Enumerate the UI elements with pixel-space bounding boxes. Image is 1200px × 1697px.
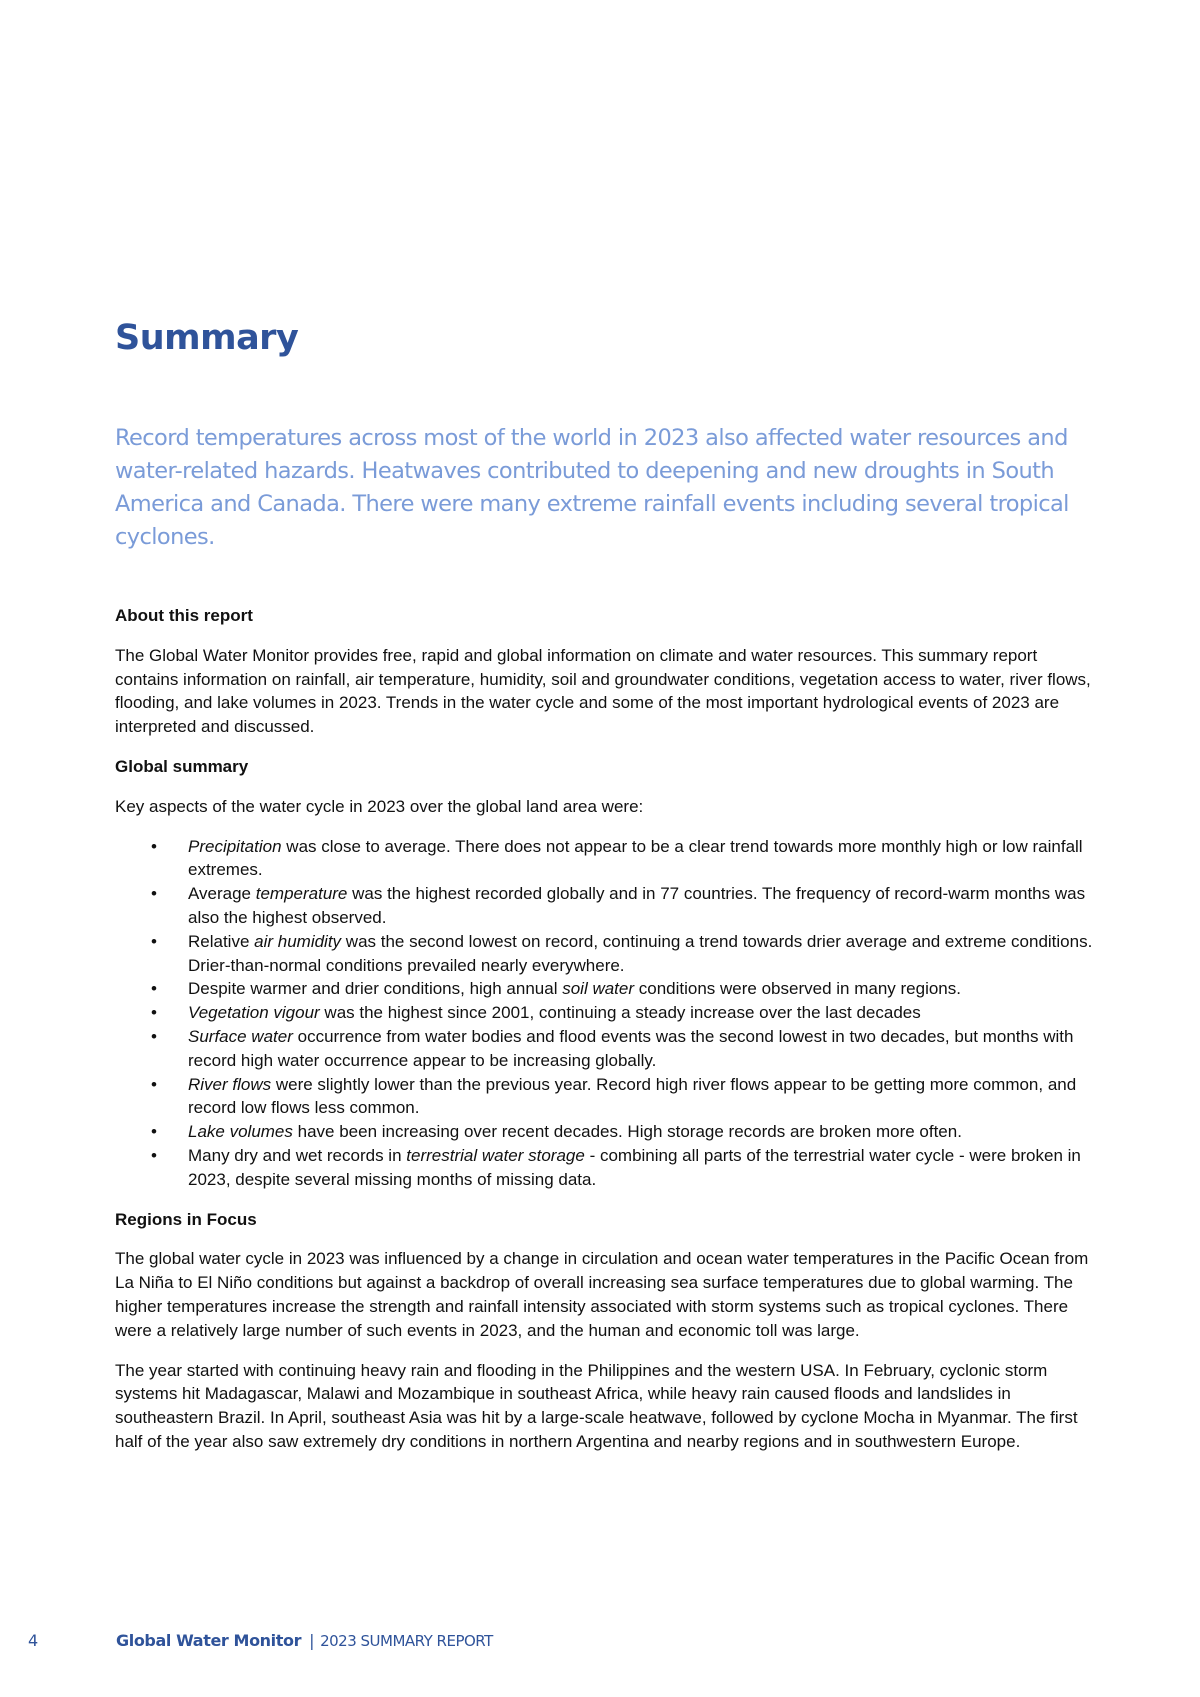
- list-item: • Average temperature was the highest recorded globally and in 77 countries. The frequency of record-warm months was also the highest observed.: [151, 884, 1086, 927]
- page-footer: [0, 1631, 600, 1655]
- bullet-icon: •: [151, 884, 157, 904]
- about-section: [115, 604, 1100, 739]
- report-subtitle: 2023 SUMMARY REPORT: [320, 1632, 493, 1650]
- term: Precipitation: [188, 836, 282, 856]
- about-body: The Global Water Monitor provides free, rapid and global information on climate and water resources. This summary report contains information on rainfall, air temperature, humidity, soil and groundwater conditions, vegetation access to water, river flows, flooding, and lake volumes in 2023. Trends in the water cycle and some of the most important hydrological events of 2023 are interpreted and discussed.: [115, 645, 1091, 737]
- regions-heading: Regions in Focus: [115, 1209, 257, 1229]
- term: Vegetation vigour: [188, 1003, 320, 1023]
- bullet-icon: •: [151, 1026, 157, 1046]
- list-item: • Surface water occurrence from water bodies and flood events was the second lowest in two decades, but months with record high water occurrence appear to be increasing globally.: [151, 1026, 1074, 1070]
- global-summary-section: [115, 755, 1100, 1192]
- lead-paragraph: Record temperatures across most of the world in 2023 also affected water resources and water-related hazards. Heatwaves contributed to deepening and new droughts in South America and Canada. There were many extreme rainfall events including several tropical cyclones.: [115, 425, 1069, 550]
- bullet-icon: •: [151, 979, 157, 999]
- bullet-icon: •: [151, 1122, 157, 1142]
- term: River flows: [188, 1074, 272, 1094]
- term: Surface water: [188, 1026, 293, 1046]
- bullet-icon: •: [151, 1145, 157, 1165]
- regions-paragraph: The global water cycle in 2023 was influenced by a change in circulation and ocean water temperatures in the Pacific Ocean from La Niña to El Niño conditions but against a backdrop of overall increasing sea surface temperatures due to global warming. The higher temperatures increase the strength and rainfall intensity associated with storm systems such as tropical cyclones. There were a relatively large number of such events in 2023, and the human and economic toll was large.: [115, 1249, 1089, 1340]
- footer-brand: [116, 1631, 493, 1650]
- main-content: [115, 604, 1100, 1470]
- regions-paragraph: The year started with continuing heavy rain and flooding in the Philippines and the western USA. In February, cyclonic storm systems hit Madagascar, Malawi and Mozambique in southeast Africa, while heavy rain caused floods and landslides in southeastern Brazil. In April, southeast Asia was hit by a large-scale heatwave, followed by cyclone Mocha in Myanmar. The first half of the year also saw extremely dry conditions in northern Argentina and nearby regions and in southwestern Europe.: [115, 1360, 1078, 1451]
- bullet-icon: •: [151, 1074, 157, 1094]
- footer-separator: |: [309, 1631, 315, 1650]
- page-title: Summary: [115, 318, 299, 358]
- about-heading: About this report: [115, 606, 253, 625]
- page-number: 4: [28, 1631, 39, 1650]
- list-item: • Precipitation was close to average. There does not appear to be a clear trend towards more monthly high or low rainfall extremes.: [151, 836, 1083, 880]
- list-item: • Relative air humidity was the second lowest on record, continuing a trend towards drier average and extreme conditions. Drier-than-normal conditions prevailed nearly everywhere.: [151, 931, 1093, 975]
- list-item: • River flows were slightly lower than the previous year. Record high river flows appear to be getting more common, and record low flows less common.: [151, 1074, 1077, 1118]
- term: temperature: [255, 884, 348, 904]
- term: terrestrial water storage: [406, 1145, 585, 1165]
- bullet-icon: •: [151, 1003, 157, 1023]
- term: air humidity: [254, 931, 342, 951]
- list-item: • Vegetation vigour was the highest since 2001, continuing a steady increase over the last decades: [188, 1001, 1100, 1025]
- global-summary-heading: Global summary: [115, 756, 249, 776]
- list-item: • Despite warmer and drier conditions, high annual soil water conditions were observed in many regions.: [188, 977, 1100, 1001]
- bullet-icon: •: [151, 931, 157, 951]
- term: soil water: [562, 979, 635, 999]
- list-item: • Many dry and wet records in terrestrial water storage - combining all parts of the terrestrial water cycle - were broken in 2023, despite several missing months of missing data.: [151, 1145, 1081, 1189]
- list-item: • Lake volumes have been increasing over recent decades. High storage records are broken more often.: [188, 1120, 1100, 1144]
- bullet-icon: •: [151, 836, 157, 856]
- global-summary-list: [115, 835, 1100, 1192]
- global-summary-intro: Key aspects of the water cycle in 2023 over the global land area were:: [115, 796, 644, 816]
- brand-name: Global Water Monitor: [116, 1631, 302, 1650]
- regions-section: [115, 1208, 1100, 1454]
- term: Lake volumes: [188, 1122, 293, 1142]
